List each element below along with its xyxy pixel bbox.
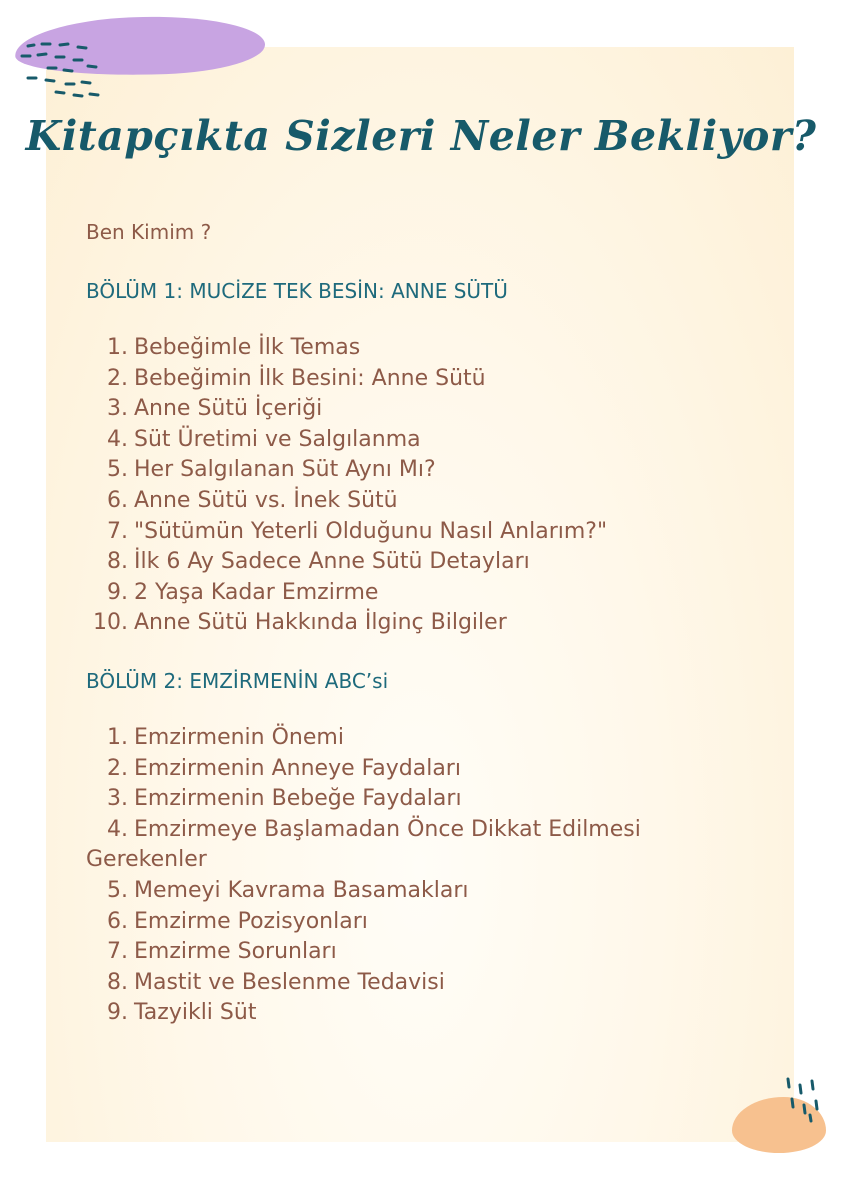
section-1-list	[86, 333, 786, 639]
list-item	[86, 517, 786, 548]
list-item	[86, 937, 786, 968]
list-item	[86, 876, 786, 907]
item-number: 5.	[107, 457, 128, 483]
item-number: 5.	[107, 877, 128, 903]
item-label-continuation: Gerekenler	[86, 847, 207, 873]
dash-pattern-decoration	[782, 1075, 827, 1125]
list-item	[86, 486, 786, 517]
intro-heading: Ben Kimim ?	[86, 220, 212, 244]
table-of-contents	[86, 215, 786, 1029]
list-item	[86, 968, 786, 999]
list-item	[86, 998, 786, 1029]
item-number: 1.	[107, 335, 128, 360]
item-number: 9.	[107, 1000, 128, 1026]
list-item	[86, 394, 786, 425]
item-number: 2.	[107, 365, 128, 391]
item-label: Anne Sütü Hakkında İlginç Bilgiler	[134, 610, 507, 636]
item-label: Emzirme Pozisyonları	[134, 908, 368, 934]
item-number: 7.	[107, 518, 128, 544]
item-number: 7.	[107, 939, 128, 965]
item-label: Anne Sütü vs. İnek Sütü	[134, 487, 398, 513]
list-item	[86, 425, 786, 456]
dash-pattern-decoration	[18, 40, 118, 100]
item-label: Emzirmenin Anneye Faydaları	[134, 755, 461, 781]
item-number: 10.	[93, 610, 128, 636]
item-label: Emzirmenin Bebeğe Faydaları	[134, 786, 462, 812]
item-label: Anne Sütü İçeriği	[134, 396, 323, 422]
list-item	[86, 333, 786, 364]
item-label: Bebeğimin İlk Besini: Anne Sütü	[134, 365, 486, 391]
list-item	[86, 815, 786, 876]
section-2-heading: BÖLÜM 2: EMZİRMENİN ABC’si	[86, 668, 389, 693]
item-label: İlk 6 Ay Sadece Anne Sütü Detayları	[134, 549, 530, 575]
list-item	[86, 455, 786, 486]
list-item	[86, 754, 786, 785]
item-label: 2 Yaşa Kadar Emzirme	[134, 579, 379, 605]
item-label: Emzirmenin Önemi	[134, 724, 344, 750]
list-item	[86, 723, 786, 754]
item-label: Bebeğimle İlk Temas	[134, 335, 361, 360]
item-label: Süt Üretimi ve Salgılanma	[134, 426, 421, 452]
item-number: 3.	[107, 396, 128, 422]
item-number: 4.	[107, 426, 128, 452]
item-label: Mastit ve Beslenme Tedavisi	[134, 969, 445, 995]
item-label: Memeyi Kavrama Basamakları	[134, 877, 469, 903]
list-item	[86, 608, 786, 639]
list-item	[86, 784, 786, 815]
list-item	[86, 364, 786, 395]
section-2-list	[86, 723, 786, 1029]
item-number: 4.	[107, 816, 128, 842]
item-number: 8.	[107, 969, 128, 995]
list-item	[86, 547, 786, 578]
item-number: 6.	[107, 487, 128, 513]
list-item	[86, 578, 786, 609]
item-number: 6.	[107, 908, 128, 934]
item-number: 3.	[107, 786, 128, 812]
page-title: Kitapçıkta Sizleri Neler Bekliyor?	[25, 112, 817, 160]
item-label: Emzirmeye Başlamadan Önce Dikkat Edilmesi	[134, 816, 641, 842]
item-number: 9.	[107, 579, 128, 605]
list-item	[86, 907, 786, 938]
section-1-heading: BÖLÜM 1: MUCİZE TEK BESİN: ANNE SÜTÜ	[86, 279, 508, 303]
item-label: Her Salgılanan Süt Aynı Mı?	[134, 457, 436, 483]
item-label: "Sütümün Yeterli Olduğunu Nasıl Anlarım?"	[134, 518, 608, 544]
item-label: Emzirme Sorunları	[134, 939, 337, 965]
item-number: 1.	[107, 724, 128, 750]
item-number: 8.	[107, 549, 128, 575]
item-number: 2.	[107, 755, 128, 781]
item-label: Tazyikli Süt	[134, 1000, 257, 1026]
